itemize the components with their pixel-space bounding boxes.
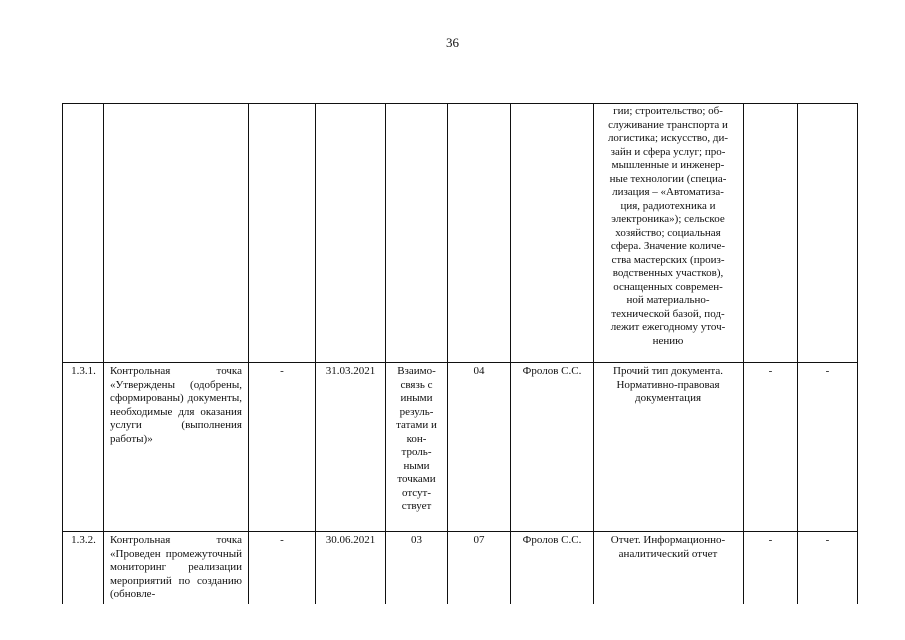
- column-divider: [385, 104, 386, 604]
- control-point-name: Контрольная точка «Проведен промежуточный мониторинг реализации мероприятий по созданию (обновле-: [110, 534, 242, 600]
- empty-value: -: [768, 365, 773, 377]
- column-divider: [315, 104, 316, 604]
- code-value: 04: [473, 365, 485, 377]
- document-type: Прочий тип документа. Нормативно-правовая документация: [613, 365, 723, 404]
- date-value: 31.03.2021: [325, 365, 376, 377]
- empty-value: -: [768, 534, 773, 546]
- column-divider: [103, 104, 104, 604]
- responsible-person: Фролов С.С.: [522, 534, 582, 546]
- page-number: 36: [446, 35, 459, 50]
- row-divider: [63, 362, 857, 363]
- data-table: [62, 103, 858, 604]
- linkage-text: 03: [411, 534, 422, 546]
- empty-value: -: [280, 534, 284, 546]
- code-value: 07: [473, 534, 485, 546]
- continued-description: гии; строительство; об- служивание транспорта и логистика; искусство, ди- зайн и сфера услуг; про- мышленные и инженер- ные технологии (специа- лизация – «Автоматиза- ция, радиотехника и электроника»); сельское хозяйство; социальная сфера. Значение количе- ства мастерских (произ- водственных участков), оснащенных современ- ной материально- технической базой, под- лежит ежегодному уточ- нению: [607, 105, 729, 347]
- date-value: 30.06.2021: [325, 534, 376, 546]
- row-divider: [63, 531, 857, 532]
- empty-value: -: [280, 365, 284, 377]
- row-number: 1.3.2.: [71, 534, 96, 546]
- document-type: Отчет. Информационно-аналитический отчет: [610, 534, 726, 560]
- column-divider: [510, 104, 511, 604]
- column-divider: [743, 104, 744, 604]
- row-number: 1.3.1.: [71, 365, 96, 377]
- empty-value: -: [825, 365, 830, 377]
- responsible-person: Фролов С.С.: [522, 365, 582, 377]
- column-divider: [248, 104, 249, 604]
- column-divider: [447, 104, 448, 604]
- empty-value: -: [825, 534, 830, 546]
- linkage-text: Взаимо- связь с иными резуль- татами и кон- троль- ными точками отсут- ствует: [396, 365, 437, 512]
- column-divider: [797, 104, 798, 604]
- control-point-name: Контрольная точка «Утверждены (одобрены, сформированы) документы, необходимые для оказания услуги (выполнения работы)»: [110, 365, 242, 445]
